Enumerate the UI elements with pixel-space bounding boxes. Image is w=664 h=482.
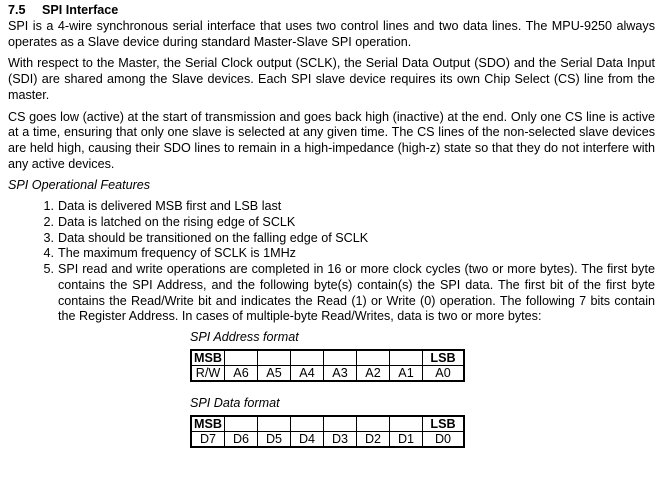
empty-cell bbox=[357, 416, 390, 432]
data-format-caption: SPI Data format bbox=[190, 395, 280, 410]
address-format-caption: SPI Address format bbox=[190, 329, 299, 344]
list-item bbox=[8, 246, 655, 262]
bit-cell: R/W bbox=[191, 365, 225, 381]
list-item bbox=[8, 262, 655, 325]
bit-cell: A1 bbox=[390, 365, 423, 381]
bit-cell: D5 bbox=[258, 431, 291, 447]
address-format-table bbox=[190, 349, 465, 382]
bit-cell: A5 bbox=[258, 365, 291, 381]
empty-cell bbox=[225, 350, 258, 366]
bit-cell: A6 bbox=[225, 365, 258, 381]
item-number: 3. bbox=[43, 230, 54, 245]
empty-cell bbox=[324, 350, 357, 366]
item-text: Data is delivered MSB first and LSB last bbox=[58, 199, 282, 214]
item-text: Data should be transitioned on the falling edge of SCLK bbox=[58, 230, 369, 245]
bit-cell: D6 bbox=[225, 431, 258, 447]
empty-cell bbox=[258, 350, 291, 366]
empty-cell bbox=[390, 416, 423, 432]
item-number: 4. bbox=[43, 246, 54, 261]
paragraph: CS goes low (active) at the start of transmission and goes back high (inactive) at the end. Only one CS line is active at a time, ensuring that only one slave is selected at any given time. The CS lines of the non-selected slave devices are held high, causing their SDO lines to remain in a high-impedance (high-z) state so that they do not interfere with any active devices. bbox=[8, 109, 655, 171]
item-number: 1. bbox=[43, 199, 54, 214]
empty-cell bbox=[258, 416, 291, 432]
section-heading bbox=[8, 3, 655, 18]
bit-cell: D0 bbox=[423, 431, 465, 447]
bit-cell: D3 bbox=[324, 431, 357, 447]
empty-cell bbox=[291, 416, 324, 432]
bit-cell: A0 bbox=[423, 365, 465, 381]
bit-cell: D2 bbox=[357, 431, 390, 447]
document-page bbox=[8, 3, 655, 448]
item-number: 2. bbox=[43, 215, 54, 230]
msb-label: MSB bbox=[191, 350, 225, 366]
item-text: Data is latched on the rising edge of SCLK bbox=[58, 215, 296, 230]
empty-cell bbox=[291, 350, 324, 366]
section-number: 7.5 bbox=[8, 3, 26, 17]
bit-cell: D1 bbox=[390, 431, 423, 447]
bit-cell: A3 bbox=[324, 365, 357, 381]
msb-label: MSB bbox=[191, 416, 225, 432]
empty-cell bbox=[324, 416, 357, 432]
empty-cell bbox=[357, 350, 390, 366]
data-format-table bbox=[190, 415, 465, 448]
list-item bbox=[8, 199, 655, 215]
bit-cell: D7 bbox=[191, 431, 225, 447]
lsb-label: LSB bbox=[423, 416, 465, 432]
list-item bbox=[8, 215, 655, 231]
list-item bbox=[8, 231, 655, 247]
item-text: SPI read and write operations are completed in 16 or more clock cycles (two or more bytes). The first byte contains the SPI Address, and the following byte(s) contain(s) the SPI data. The first bit of the first byte contains the Read/Write bit and indicates the Read (1) or Write (0) operation. The following 7 bits contain the Register Address. In cases of multiple-byte Read/Writes, data is two or more bytes: bbox=[58, 262, 655, 324]
features-list bbox=[8, 199, 655, 325]
empty-cell bbox=[390, 350, 423, 366]
paragraph: With respect to the Master, the Serial Clock output (SCLK), the Serial Data Output (SDO) and the Serial Data Input (SDI) are shared among the Slave devices. Each SPI slave device requires its own Chip Select (CS) line from the master. bbox=[8, 56, 655, 102]
lsb-label: LSB bbox=[423, 350, 465, 366]
section-title: SPI Interface bbox=[42, 3, 119, 17]
bit-cell: A4 bbox=[291, 365, 324, 381]
item-number: 5. bbox=[43, 262, 54, 277]
item-text: The maximum frequency of SCLK is 1MHz bbox=[58, 246, 296, 261]
bit-cell: D4 bbox=[291, 431, 324, 447]
empty-cell bbox=[225, 416, 258, 432]
bit-cell: A2 bbox=[357, 365, 390, 381]
paragraph: SPI is a 4-wire synchronous serial interface that uses two control lines and two data lines. The MPU-9250 always operates as a Slave device during standard Master-Slave SPI operation. bbox=[8, 19, 655, 49]
features-heading: SPI Operational Features bbox=[8, 178, 151, 193]
